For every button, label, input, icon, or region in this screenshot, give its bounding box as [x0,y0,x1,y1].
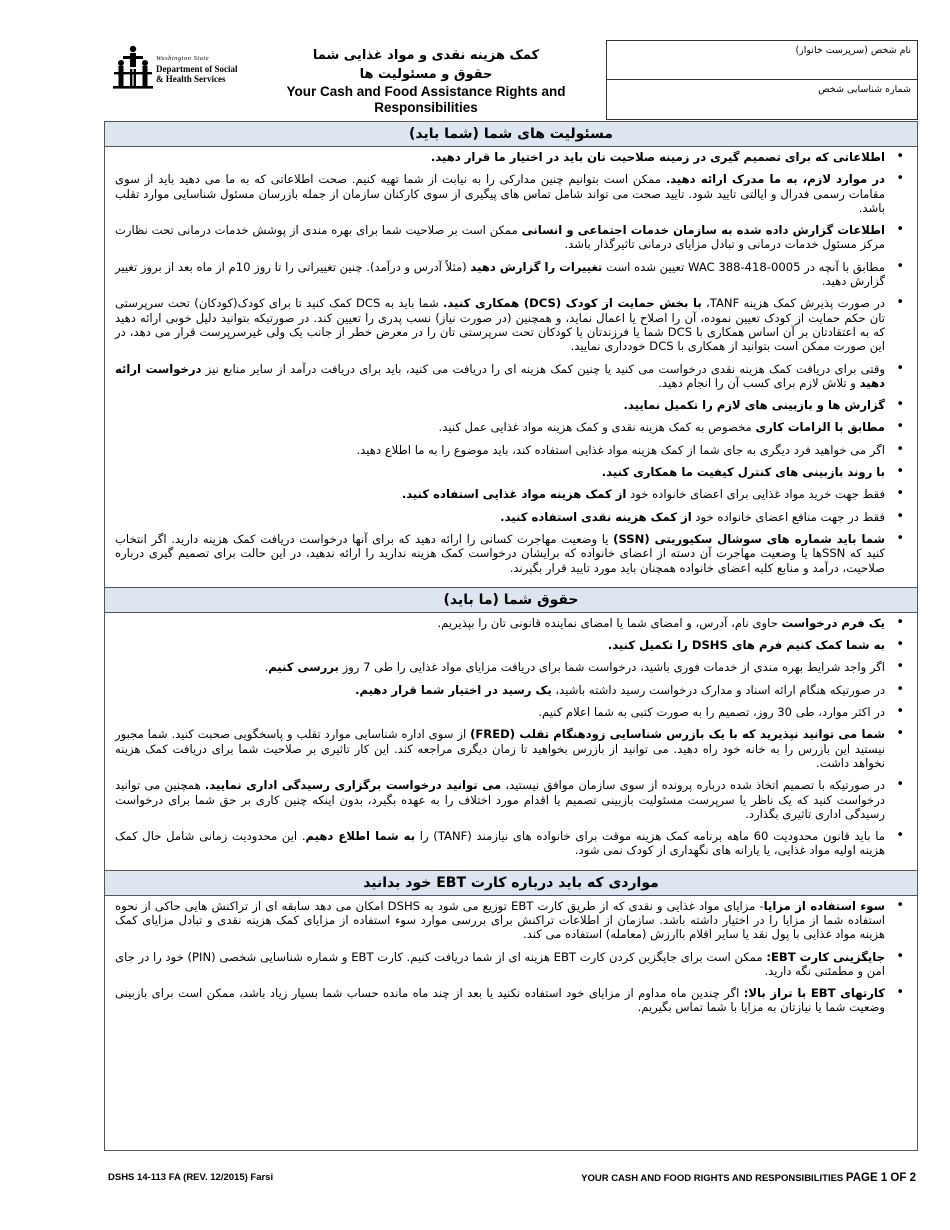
list-item [115,465,907,479]
section-list-3 [105,896,917,1027]
item-text-tail: یا وضعیت مهاجرت کسانی را ارائه دهید که برای آنها درخواست دریافت کمک هزینه دارید. اگر انتخاب کنید که SSNها یا وضعیت مهاجرت آن دسته از اعضای خانواده که برایشان درخواست کمک هزینه ندارید را ارائه ندهید، در این حالت برای تصمیم گیری درباره صلاحیت، درآمد و منابع کلیه اعضای خانواده همچنان باید مورد تایید قرار بگیرند. [115,531,885,575]
item-text-bold: از کمک هزینه مواد غذایی استفاده کنید. [401,487,627,502]
list-item [115,778,907,821]
item-text-lead: مطابق با آنچه در WAC 388-418-0005 تعیین شده است [602,259,886,274]
title-en: Your Cash and Food Assistance Rights and Responsibilities [286,84,566,115]
item-text-bold: تغییرات را گزارش دهید [470,259,603,274]
item-text-bold: کارتهای EBT با تراز بالا: [743,986,885,1001]
dshs-emblem-icon [112,44,154,92]
item-text-lead: وقتی برای دریافت کمک هزینه نقدی درخواست می کنید یا چنین کمک هزینه ای را دریافت می کنید، باید برای دریافت درآمد از سایر منابع نیز [201,361,885,376]
list-item [115,487,907,501]
item-text-lead: اگر می خواهید فرد دیگری به جای شما از کمک هزینه مواد غذایی استفاده کند، باید موضوع را به ما اطلاع دهید. [356,442,885,457]
item-text-bold: با بخش حمایت از کودک (DCS) همکاری کنید. [443,296,702,311]
page-number: PAGE 1 OF 2 [845,1172,916,1184]
item-text-lead: در صورت پذیرش کمک هزینه TANF، [701,296,885,311]
section-heading-2: حقوق شما (ما باید) [105,587,917,613]
client-id-label: شماره شناسایی شخص [818,84,911,95]
list-item [115,296,907,353]
item-text-tail: همچنین می توانید درخواست کنید که یک ناظر یا سرپرست مسئولیت بازبینی تصمیم یا اقدام مورد اختلاف را به عهده بگیرد، بدون اینکه چنین کاری بر حق شما برای درخواست رسیدگی اداری تاثیری بگذارد. [115,778,885,821]
client-id-field[interactable] [607,79,917,118]
item-text-tail: شما باید به DCS کمک کنید تا برای کودک(کودکان) تحت سرپرستی تان حکم حمایت از کودک تعیین نموده، آن را اصلاح یا اعمال نماید، و همچنین (در صورت نیاز) نسب پدری را تعیین کند. در صورتیکه بتوانید دلیل خوبی ارائه دهید که به اعتقادتان بر آن اساس همکاری با DCS شما یا فرزندتان یا کودکان تحت سرپرستی تان را در معرض خطر از جانب یک ولی غیرسرپرست قرار می دهد، در این صورت ممکن است بتوانید از همکاری با DCS خودداری نمایید. [115,296,885,354]
item-text-tail: اگر چندین ماه مداوم از مزایای خود استفاده نکنید یا بعد از چند ماه مانده حساب شما بسیار زیاد باشد، ممکن است برای بازبینی وضعیت شما یا نیازتان به مزایا با شما تماس بگیریم. [115,986,885,1015]
item-text-lead: فقط در جهت منافع اعضای خانواده خود [691,509,885,524]
item-text-bold: سوء استفاده از مزایا [763,898,885,913]
list-item [115,398,907,412]
item-text-bold: جایگزینی کارت EBT: [766,949,885,964]
item-text-lead: فقط جهت خرید مواد غذایی برای اعضای خانواده خود [626,487,885,502]
client-name-label: نام شخص (سرپرست خانوار) [795,45,911,56]
item-text-tail: حاوی نام، آدرس، و امضای شما یا امضای نماینده قانونی تان را بپذیریم. [437,615,782,630]
item-text-bold: شما باید شماره های سوشال سکیوریتی (SSN) [613,531,886,546]
title-fa-line-2: حقوق و مسئولیت ها [359,67,493,82]
item-text-bold: به شما اطلاع دهیم [305,829,416,844]
item-text-bold: گزارش ها و بازبینی های لازم را تکمیل نمایید. [623,398,885,413]
list-item [115,150,907,164]
list-item [115,638,907,652]
item-text-tail: از سوی اداره شناسایی موارد تقلب و پاسخگویی صحبت کنید. شما مجبور نیستید این بازرس را به خانه خود راه دهید. می توانید از بازرس بخواهید تا زمان دیگری مراجعه کند. این کار تاثیری بر صلاحیت شما برای دریافت کمک هزینه نخواهد داشت. [115,727,885,770]
item-text-lead: ما باید قانون محدودیت 60 ماهه برنامه کمک هزینه موقت برای خانواده های نیازمند (TANF) را [415,829,885,844]
item-text-bold: مطابق با الزامات کاری [755,420,885,435]
item-text-tail: . این محدودیت زمانی شامل حال کمک هزینه اولیه مواد غذایی، یا یارانه های نگهداری از کودک نمی شود. [115,829,885,858]
item-text-bold: با روند بازبینی های کنترل کیفیت ما همکاری کنید. [601,465,885,480]
item-text-lead: در صورتیکه با تصمیم اتخاذ شده درباره پرونده از سوی سازمان موافق نیستید، [501,778,885,793]
logo-line-2: & Health Services [156,74,226,84]
item-text-tail: (مثلاً آدرس و درآمد). چنین تغییراتی را تا روز 10م از ماه بعد از بروز تغییر گزارش دهید. [115,259,885,289]
section-heading-1: مسئولیت های شما (شما باید) [105,122,917,147]
item-text-bold: اطلاعاتی که برای تصمیم گیری در زمینه صلاحیت تان باید در اختیار ما قرار دهید. [430,150,885,164]
list-item [115,727,907,770]
logo-line-1: Department of Social [156,64,238,74]
client-name-field[interactable] [607,41,917,79]
item-text-tail: . [264,660,269,675]
list-item [115,362,907,391]
item-text-bold: یک رسید در اختیار شما قرار دهیم. [355,682,552,697]
list-item [115,950,907,979]
item-text-tail: مخصوص به کمک هزینه نقدی و کمک هزینه مواد غذایی عمل کنید. [438,420,756,435]
item-text-bold: به شما کمک کنیم فرم های DSHS را تکمیل کنید. [607,638,885,653]
item-text-lead: در صورتیکه هنگام ارائه اسناد و مدارک درخواست رسید داشته باشید، [551,682,885,697]
item-text-bold: از کمک هزینه نقدی استفاده کنید. [500,509,692,524]
item-text-bold: می توانید درخواست برگزاری رسیدگی اداری نمایید. [204,778,502,793]
footer-title: YOUR CASH AND FOOD RIGHTS AND RESPONSIBILITIES [581,1173,844,1184]
list-item [115,172,907,215]
item-text-lead: در اکثر موارد، طی 30 روز، تصمیم را به صورت کتبی به شما اعلام کنیم. [538,705,885,720]
list-item [115,660,907,674]
item-text-bold: اطلاعات گزارش داده شده به سازمان خدمات اجتماعی و انسانی [521,223,885,238]
footer-title-page [581,1172,916,1184]
item-text-bold: شما می توانید نپذیرید که با یک بازرس شناسایی زودهنگام تقلب (FRED) [470,727,885,742]
item-text-tail: ممکن است بتوانیم چنین مدارکی را به نیابت از شما تهیه کنیم. صحت اطلاعاتی که به ما می دهید باید از سوی مقامات رسمی فدرال و ایالتی تایید شود. تایید صحت می تواند شامل تماس های پیگیری از سوی کارکنان سازمان از جمله بازرسان مسئول شناسایی موارد تقلب باشد. [115,172,885,215]
list-item [115,443,907,457]
item-text-tail: ممکن است برای جایگزین کردن کارت EBT هزینه ای از شما دریافت کنیم. کارت EBT و شماره شناسایی شخصی (PIN) خود را در جای امن و مطمئنی نگه دارید. [115,949,885,978]
item-text-bold: درخواست ارائه دهید [115,361,885,390]
section-list-1 [105,147,917,587]
dshs-logo [112,44,242,92]
item-text-tail: و تلاش لازم برای کسب آن را انجام دهید. [658,375,860,390]
list-item [115,532,907,575]
list-item [115,683,907,697]
list-item [115,705,907,719]
item-text-bold: بررسی کنیم [268,660,339,675]
item-text-tail: - مزایای مواد غذایی و نقدی که از طریق کارت EBT توزیع می شود به DSHS امکان می دهد سابقه ای از تراکنش هایی حاکی از نحوه استفاده شما از مزایا را در اختیار داشته باشد. سازمان از اطلاعات تراکنش برای بررسی موارد سوء استفاده از مزایای کمک هزینه نقدی و تبادل مزایای کمک هزینه مواد غذایی با پول نقد یا سایر اقلام باارزش (معامله) استفاده می کند. [115,898,885,942]
logo-state: Washington State [156,55,210,62]
section-heading-3: مواردی که باید درباره کارت EBT خود بدانید [105,870,917,896]
list-item [115,223,907,252]
list-item [115,899,907,942]
item-text-bold: یک فرم درخواست [781,615,885,630]
item-text-lead: اگر واجد شرایط بهره مندی از خدمات فوری باشید، درخواست شما برای دریافت مزایای مواد غذایی را طی 7 روز [338,660,885,675]
section-list-2 [105,613,917,870]
list-item [115,420,907,434]
list-item [115,260,907,289]
item-text-tail: ممکن است بر صلاحیت شما برای بهره مندی از پوشش خدمات درمانی تحت نظارت مرکز مسئول خدمات درمانی و تبادل مزایای درمانی تاثیرگذار باشد. [115,223,885,252]
item-text-bold: در موارد لازم، به ما مدرک ارائه دهید. [665,172,885,187]
list-item [115,616,907,630]
list-item [115,986,907,1015]
document-title [266,46,586,116]
list-item [115,510,907,524]
content-table [104,121,918,1151]
form-number: DSHS 14-113 FA (REV. 12/2015) Farsi [108,1172,274,1183]
client-info-box [606,40,918,120]
title-fa-line-1: کمک هزینه نقدی و مواد غذایی شما [312,48,540,63]
list-item [115,829,907,858]
